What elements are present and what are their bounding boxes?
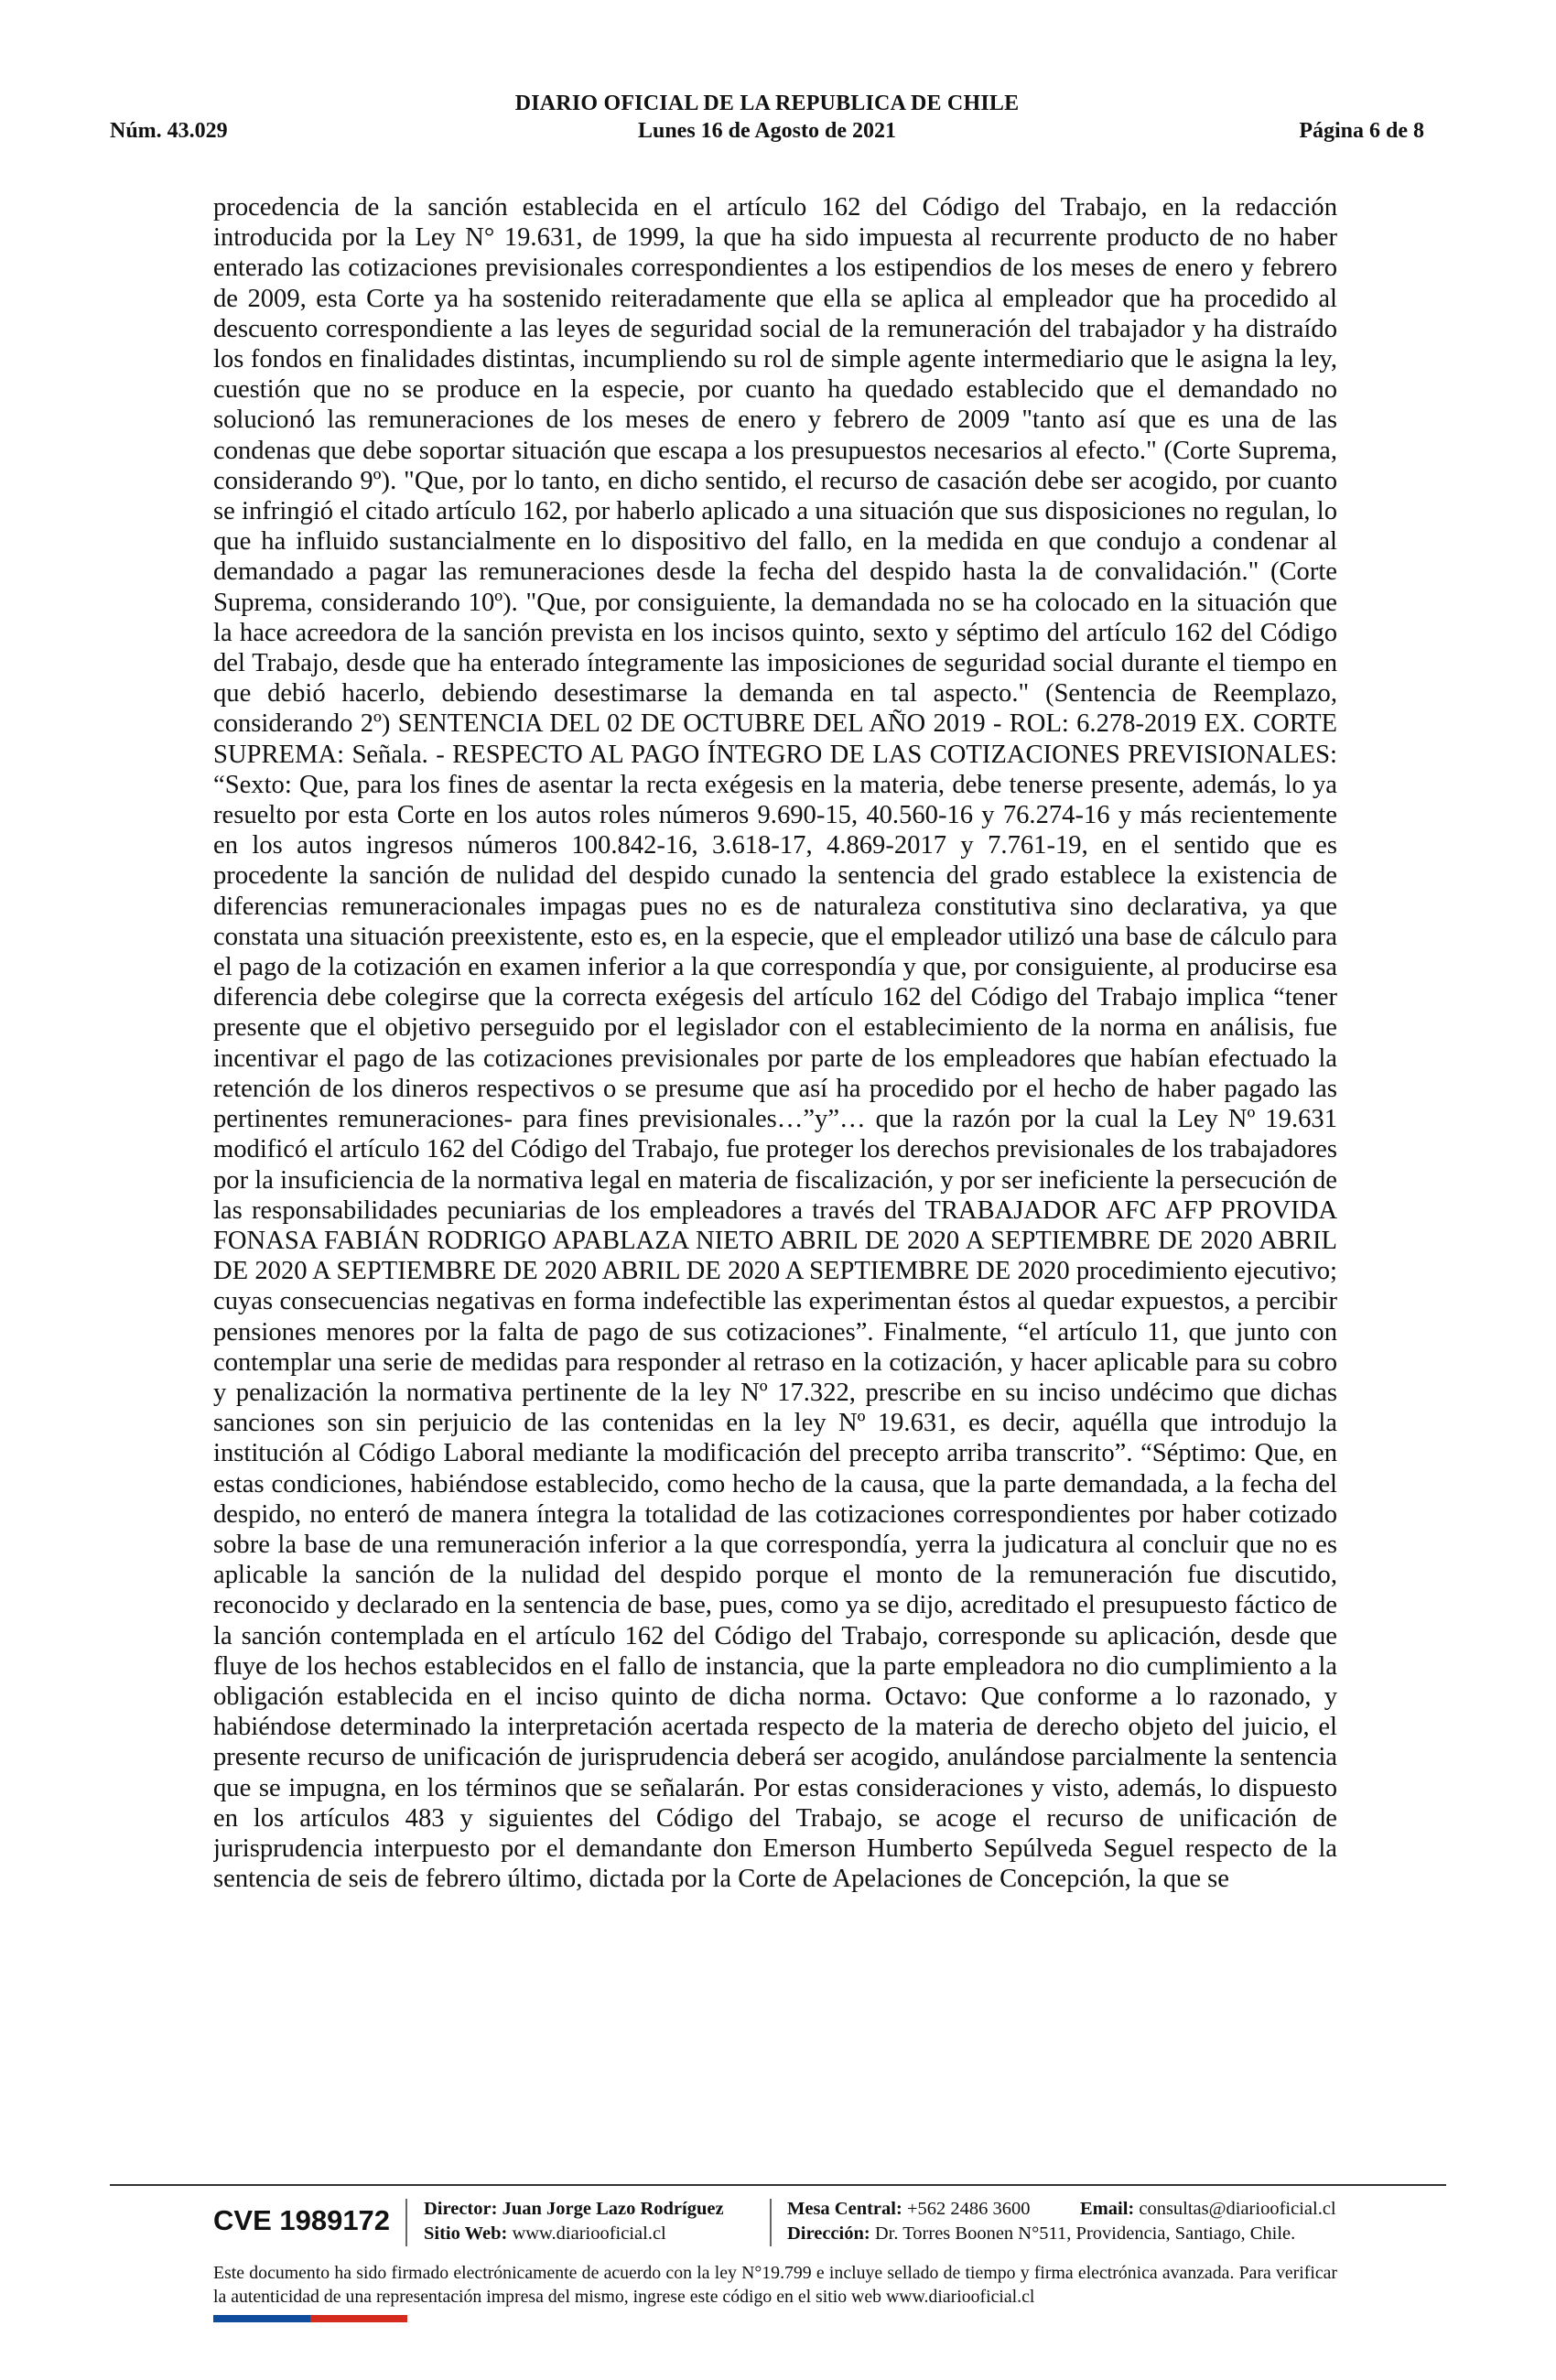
footer-director-block (424, 2197, 724, 2246)
phone-label: Mesa Central: (787, 2199, 902, 2219)
page-footer (213, 2195, 1337, 2252)
director-name: Juan Jorge Lazo Rodríguez (502, 2199, 724, 2219)
electronic-signature-notice: Este documento ha sido firmado electrónicamente de acuerdo con la ley N°19.799 e incluye sellado de tiempo y firma electrónica avanzada. Para verificar la autenticidad de una representación impresa del mismo, ingrese este código en el sitio web www.diariooficial.cl (213, 2263, 1337, 2307)
email-group (1080, 2197, 1336, 2222)
director-line (424, 2197, 724, 2222)
footer-divider (110, 2184, 1446, 2186)
flag-blue-segment (213, 2315, 310, 2322)
flag-stripe (213, 2315, 407, 2322)
page-number: Página 6 de 8 (1299, 119, 1424, 143)
website-label: Sitio Web: (424, 2223, 508, 2244)
flag-red-segment (310, 2315, 407, 2322)
footer-separator (770, 2199, 772, 2246)
address-label: Dirección: (787, 2223, 870, 2244)
phone-value: +562 2486 3600 (906, 2199, 1031, 2219)
gazette-title: DIARIO OFICIAL DE LA REPUBLICA DE CHILE (514, 92, 1020, 115)
issue-date: Lunes 16 de Agosto de 2021 (637, 119, 897, 143)
document-body (213, 192, 1337, 2115)
footer-contact-block (787, 2197, 1336, 2246)
cve-code: CVE 1989172 (213, 2204, 391, 2236)
address-value: Dr. Torres Boonen N°511, Providencia, Santiago, Chile. (874, 2223, 1296, 2244)
director-label: Director: (424, 2199, 498, 2219)
website-link[interactable]: www.diariooficial.cl (512, 2223, 666, 2244)
page-header (110, 92, 1424, 156)
address-line (787, 2222, 1295, 2246)
footer-separator (405, 2199, 407, 2246)
email-link[interactable]: consultas@diariooficial.cl (1139, 2199, 1336, 2219)
website-line (424, 2222, 724, 2246)
issue-number: Núm. 43.029 (110, 119, 228, 143)
body-paragraph: procedencia de la sanción establecida en el artículo 162 del Código del Trabajo, en la redacción introducida por la Ley N° 19.631, de 1999, la que ha sido impuesta al recurrente producto de no haber enterado las cotizaciones previsionales correspondientes a los estipendios de los meses de enero y febrero de 2009, esta Corte ya ha sostenido reiteradamente que ella se aplica al empleador que ha procedido al descuento correspondiente a las leyes de seguridad social de la remuneración del trabajador y ha distraído los fondos en finalidades distintas, incumpliendo su rol de simple agente intermediario que le asigna la ley, cuestión que no se produce en la especie, por cuanto ha quedado establecido que el demandado no solucionó las remuneraciones de los meses de enero y febrero de 2009 "tanto así que es una de las condenas que debe soportar situación que escapa a los presupuestos necesarios al efecto." (Corte Suprema, considerando 9º). "Que, por lo tanto, en dicho sentido, el recurso de casación debe ser acogido, por cuanto se infringió el citado artículo 162, por haberlo aplicado a una situación que sus disposiciones no regulan, lo que ha influido sustancialmente en lo dispositivo del fallo, en la medida en que condujo a condenar al demandado a pagar las remuneraciones desde la fecha del despido hasta la de convalidación." (Corte Suprema, considerando 10º). "Que, por consiguiente, la demandada no se ha colocado en la situación que la hace acreedora de la sanción prevista en los incisos quinto, sexto y séptimo del artículo 162 del Código del Trabajo, desde que ha enterado íntegramente las imposiciones de seguridad social durante el tiempo en que debió hacerlo, debiendo desestimarse la demanda en tal aspecto." (Sentencia de Reemplazo, considerando 2º) SENTENCIA DEL 02 DE OCTUBRE DEL AÑO 2019 - ROL: 6.278-2019 EX. CORTE SUPREMA: Señala. - RESPECTO AL PAGO ÍNTEGRO DE LAS COTIZACIONES PREVISIONALES: “Sexto: Que, para los fines de asentar la recta exégesis en la materia, debe tenerse presente, además, lo ya resuelto por esta Corte en los autos roles números 9.690-15, 40.560-16 y 76.274-16 y más recientemente en los autos ingresos números 100.842-16, 3.618-17, 4.869-2017 y 7.761-19, en el sentido que es procedente la sanción de nulidad del despido cunado la sentencia del grado establece la existencia de diferencias remuneracionales impagas pues no es de naturaleza constitutiva sino declarativa, ya que constata una situación preexistente, esto es, en la especie, que el empleador utilizó una base de cálculo para el pago de la cotización en examen inferior a la que correspondía y que, por consiguiente, al producirse esa diferencia debe colegirse que la correcta exégesis del artículo 162 del Código del Trabajo implica “tener presente que el objetivo perseguido por el legislador con el establecimiento de la norma en análisis, fue incentivar el pago de las cotizaciones previsionales por parte de los empleadores que habían efectuado la retención de los dineros respectivos o se presume que así ha procedido por el hecho de haber pagado las pertinentes remuneraciones- para fines previsionales…”y”… que la razón por la cual la Ley Nº 19.631 modificó el artículo 162 del Código del Trabajo, fue proteger los derechos previsionales de los trabajadores por la insuficiencia de la normativa legal en materia de fiscalización, y por ser ineficiente la persecución de las responsabilidades pecuniarias de los empleadores a través del TRABAJADOR AFC AFP PROVIDA FONASA FABIÁN RODRIGO APABLAZA NIETO ABRIL DE 2020 A SEPTIEMBRE DE 2020 ABRIL DE 2020 A SEPTIEMBRE DE 2020 ABRIL DE 2020 A SEPTIEMBRE DE 2020 procedimiento ejecutivo; cuyas consecuencias negativas en forma indefectible las experimentan éstos al quedar expuestos, a percibir pensiones menores por la falta de pago de sus cotizaciones”. Finalmente, “el artículo 11, que junto con contemplar una serie de medidas para responder al retraso en la cotización, y hacer aplicable para su cobro y penalización la normativa pertinente de la ley Nº 17.322, prescribe en su inciso undécimo que dichas sanciones son sin perjuicio de las contenidas en la ley Nº 19.631, es decir, aquélla que introdujo la institución al Código Laboral mediante la modificación del precepto arriba transcrito”. “Séptimo: Que, en estas condiciones, habiéndose establecido, como hecho de la causa, que la parte demandada, a la fecha del despido, no enteró de manera íntegra la totalidad de las cotizaciones correspondientes por haber cotizado sobre la base de una remuneración inferior a la que correspondía, yerra la judicatura al concluir que no es aplicable la sanción de la nulidad del despido porque el monto de la remuneración fue discutido, reconocido y declarado en la sentencia de base, pues, como ya se dijo, acreditado el presupuesto fáctico de la sanción contemplada en el artículo 162 del Código del Trabajo, corresponde su aplicación, desde que fluye de los hechos establecidos en el fallo de instancia, que la parte empleadora no dio cumplimiento a la obligación establecida en el inciso quinto de dicha norma. Octavo: Que conforme a lo razonado, y habiéndose determinado la interpretación acertada respecto de la materia de derecho objeto del juicio, el presente recurso de unificación de jurisprudencia deberá ser acogido, anulándose parcialmente la sentencia que se impugna, en los términos que se señalarán. Por estas consideraciones y visto, además, lo dispuesto en los artículos 483 y siguientes del Código del Trabajo, se acoge el recurso de unificación de jurisprudencia interpuesto por el demandante don Emerson Humberto Sepúlveda Seguel respecto de la sentencia de seis de febrero último, dictada por la Corte de Apelaciones de Concepción, la que se (213, 193, 1337, 1894)
email-label: Email: (1080, 2199, 1135, 2219)
contact-line (787, 2197, 1336, 2222)
